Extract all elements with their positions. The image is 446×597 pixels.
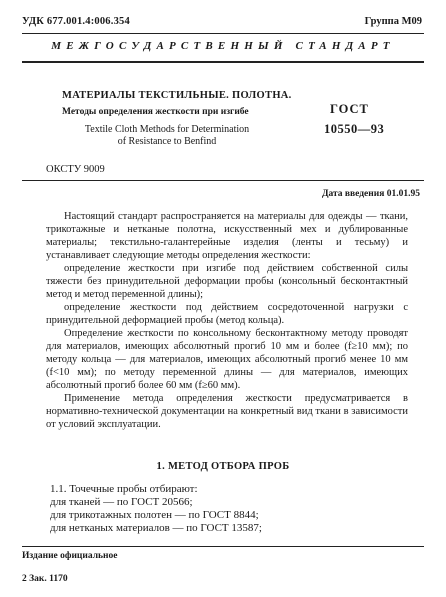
title-en-line-1: Textile Cloth Methods for Determination [84, 124, 250, 135]
banner-rule [22, 61, 424, 63]
paragraph-scope: Настоящий стандарт распространяется на материалы для одежды — ткани, трикотажные и нетканые полотна, искусственный мех и дублированные материалы; текстильно-галантерейные изделия (ленты и тесьму) и устанавливает следующие методы определения жесткости: [46, 211, 408, 261]
paragraph-application: Применение метода определения жесткости предусматривается в нормативно-технической документации на конкретный вид ткани в зависимости от условий эксплуатации. [46, 393, 408, 430]
udk-code: УДК 677.001.4:006.354 [22, 16, 130, 27]
order-number: 2 Зак. 1170 [22, 574, 68, 584]
sampling-item: 1.1. Точечные пробы отбирают: [50, 483, 198, 495]
sampling-item: для тканей — по ГОСТ 20566; [50, 496, 193, 508]
okstu-code: ОКСТУ 9009 [46, 164, 105, 175]
group-code: Группа М09 [364, 16, 422, 27]
top-rule [22, 33, 424, 34]
sampling-item: для нетканых материалов — по ГОСТ 13587; [50, 522, 262, 534]
footer-rule [22, 546, 424, 547]
standard-subtitle: Методы определения жесткости при изгибе [62, 107, 249, 117]
sampling-item: для трикотажных полотен — по ГОСТ 8844; [50, 509, 259, 521]
body-text [46, 210, 408, 431]
standard-title: МАТЕРИАЛЫ ТЕКСТИЛЬНЫЕ. ПОЛОТНА. [62, 90, 292, 101]
standard-title-english [62, 124, 272, 148]
paragraph-method-choice: Определение жесткости по консольному бесконтактному методу проводят для материалов, имеющих абсолютный прогиб 10 мм и более (f≥10 мм); по методу кольца — для материалов, имеющих абсолютный прогиб менее 10 мм (f<10 мм); по методу переменной длины — для материалов, имеющих абсолютный прогиб более 60 мм (f≥60 мм). [46, 328, 408, 391]
introduction-date: Дата введения 01.01.95 [321, 189, 420, 199]
paragraph-method-1: определение жесткости при изгибе под действием собственной силы тяжести без принудительной деформации пробы (консольный бесконтактный метод и метод переменной длины); [46, 263, 408, 300]
okstu-rule [22, 180, 424, 181]
official-edition: Издание официальное [22, 551, 118, 561]
interstate-standard-banner: МЕЖГОСУДАРСТВЕННЫЙ СТАНДАРТ [51, 40, 395, 52]
section-title: 1. МЕТОД ОТБОРА ПРОБ [156, 461, 290, 472]
paragraph-method-2: определение жесткости под действием сосредоточенной нагрузки с принудительной деформацией пробы (метод кольца). [46, 302, 408, 326]
gost-number: 10550—93 [324, 122, 385, 136]
gost-label: ГОСТ [330, 102, 369, 116]
title-en-line-2: of Resistance to Benfind [117, 136, 217, 147]
